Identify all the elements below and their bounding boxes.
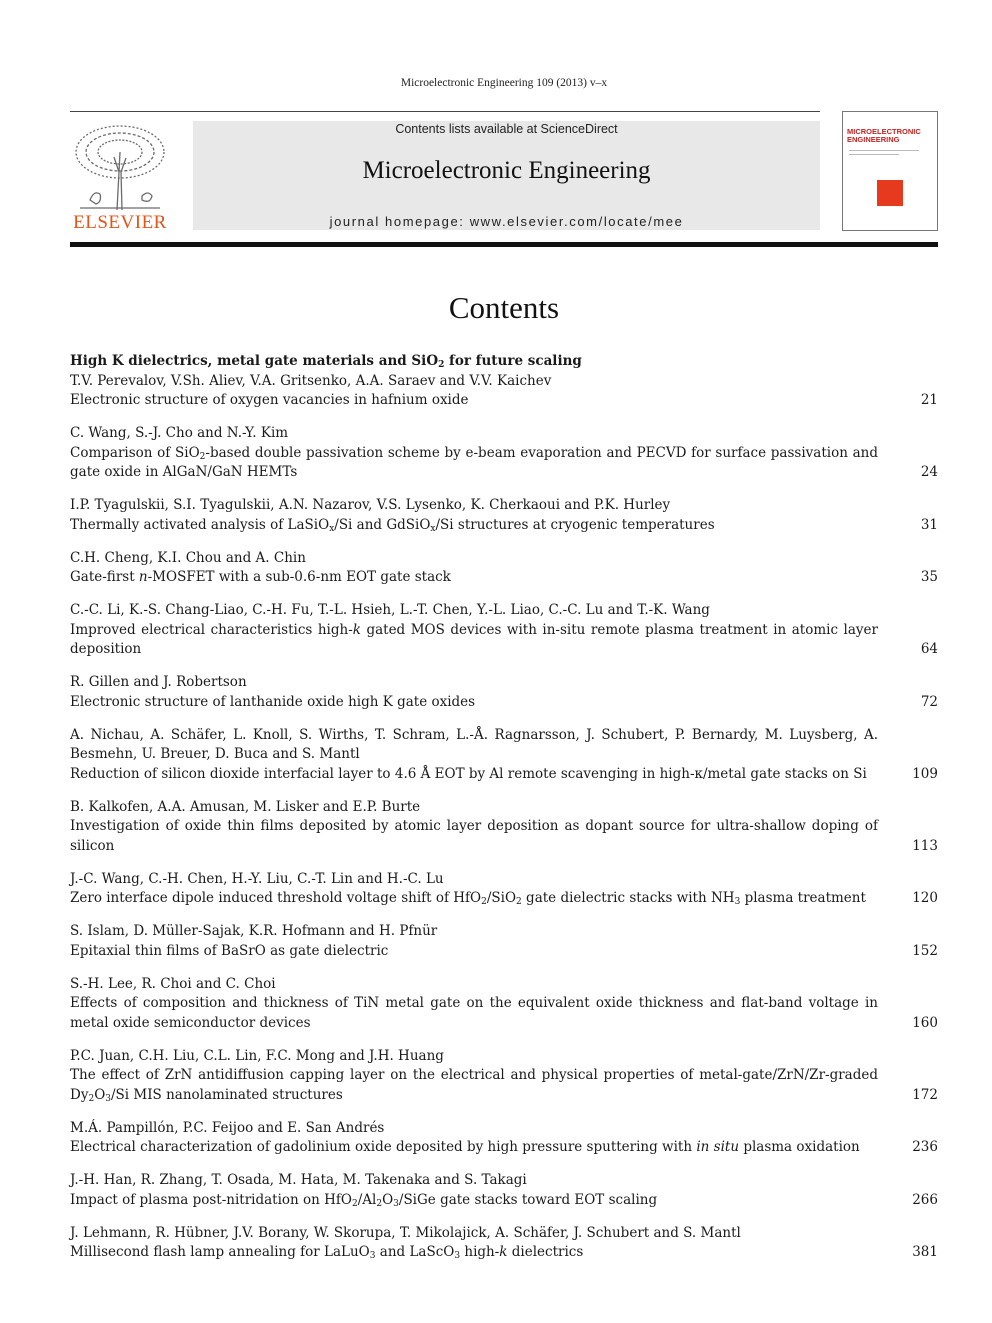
entry-title[interactable]: Electrical characterization of gadolinium oxide deposited by high pressure sputtering with in situ plasma oxidation [70, 1139, 860, 1155]
entry-authors: A. Nichau, A. Schäfer, L. Knoll, S. Wirths, T. Schram, L.-Å. Ragnarsson, J. Schubert, P. Bernardy, M. Luysberg, A. Besmehn, U. Breuer, D. Buca and S. Mantl [70, 726, 878, 762]
entry-authors: J.-C. Wang, C.-H. Chen, H.-Y. Liu, C.-T. Lin and H.-C. Lu [70, 870, 444, 887]
entry-title[interactable]: Reduction of silicon dioxide interfacial layer to 4.6 Å EOT by Al remote scavenging in high-κ/metal gate stacks on Si [70, 765, 867, 782]
table-of-contents [70, 352, 938, 1276]
entry-page: 120 [912, 890, 938, 906]
toc-entry[interactable] [70, 549, 938, 588]
entry-page: 24 [920, 464, 938, 480]
journal-banner [193, 121, 820, 230]
entry-authors: J.-H. Han, R. Zhang, T. Osada, M. Hata, M. Takenaka and S. Takagi [70, 1172, 527, 1188]
entry-page: 381 [912, 1244, 938, 1260]
entry-authors: P.C. Juan, C.H. Liu, C.L. Lin, F.C. Mong and J.H. Huang [70, 1047, 444, 1064]
entry-title[interactable]: Electronic structure of lanthanide oxide high K gate oxides [70, 693, 476, 710]
entry-title[interactable]: Comparison of SiO$_2$-based double passivation scheme by e-beam evaporation and PECVD for surface passivation and gate oxide in AlGaN/GaN HEMTs [70, 444, 878, 480]
entry-title[interactable]: Millisecond flash lamp annealing for LaLuO$_3$ and LaScO$_3$ high-k dielectrics [70, 1244, 584, 1261]
entry-page: 72 [920, 693, 938, 710]
header-bottom-rule [70, 242, 938, 247]
cover-rule [849, 154, 899, 155]
entry-title[interactable]: Improved electrical characteristics high-k gated MOS devices with in-situ remote plasma treatment in atomic layer deposition [70, 621, 878, 657]
entry-authors: B. Kalkofen, A.A. Amusan, M. Lisker and E.P. Burte [70, 798, 421, 815]
toc-entry[interactable] [70, 496, 938, 535]
entry-authors: T.V. Perevalov, V.Sh. Aliev, V.A. Gritsenko, A.A. Saraev and V.V. Kaichev [70, 372, 552, 389]
toc-entry[interactable] [70, 1119, 938, 1158]
entry-authors: C.H. Cheng, K.I. Chou and A. Chin [70, 549, 306, 566]
journal-citation: Microelectronic Engineering 109 (2013) v–x [400, 77, 608, 89]
toc-entry[interactable] [70, 1047, 938, 1106]
entry-authors: J. Lehmann, R. Hübner, J.V. Borany, W. Skorupa, T. Mikolajick, A. Schäfer, J. Schubert and S. Mantl [70, 1224, 741, 1241]
entry-authors: C.-C. Li, K.-S. Chang-Liao, C.-H. Fu, T.-L. Hsieh, L.-T. Chen, Y.-L. Liao, C.-C. Lu and T.-K. Wang [70, 602, 710, 618]
page-title: Contents [448, 290, 560, 325]
entry-title[interactable]: Epitaxial thin films of BaSrO as gate dielectric [70, 942, 389, 959]
journal-title: Microelectronic Engineering [362, 157, 651, 184]
sciencedirect-link[interactable]: Contents lists available at ScienceDirect [395, 122, 618, 136]
header-top-rule [70, 111, 820, 112]
entry-authors: C. Wang, S.-J. Cho and N.-Y. Kim [70, 425, 289, 441]
toc-entry[interactable] [70, 424, 938, 483]
entry-title[interactable]: Effects of composition and thickness of TiN metal gate on the equivalent oxide thickness and flat-band voltage in metal oxide semiconductor devices [70, 995, 878, 1031]
toc-entry[interactable] [70, 726, 938, 785]
entry-title[interactable]: Electronic structure of oxygen vacancies in hafnium oxide [70, 392, 469, 408]
entry-authors: I.P. Tyagulskii, S.I. Tyagulskii, A.N. Nazarov, V.S. Lysenko, K. Cherkaoui and P.K. Hurley [70, 497, 671, 513]
entry-page: 236 [912, 1139, 938, 1155]
toc-entry[interactable] [70, 870, 938, 909]
entry-title[interactable]: Impact of plasma post-nitridation on $HfO_2/Al_2O_3$/SiGe gate stacks toward EOT scaling [70, 1191, 658, 1209]
entry-page: 35 [920, 569, 938, 585]
journal-homepage-link[interactable]: journal homepage: www.elsevier.com/locate/mee [329, 214, 684, 229]
entry-page: 160 [912, 1014, 938, 1031]
entry-page: 64 [920, 641, 938, 657]
entry-title[interactable]: Thermally activated analysis of LaSiO$_x$/Si and GdSiO$_x$/Si structures at cryogenic temperatures [70, 516, 715, 534]
toc-entry[interactable] [70, 798, 938, 857]
entry-page: 21 [920, 392, 938, 408]
toc-entry[interactable] [70, 975, 938, 1034]
entry-authors: R. Gillen and J. Robertson [70, 674, 247, 690]
section-heading: High K dielectrics, metal gate materials and SiO$_2$ for future scaling [70, 353, 582, 370]
entry-title[interactable]: The effect of ZrN antidiffusion capping layer on the electrical and physical properties of metal-gate/ZrN/Zr-graded $Dy_2O_3/Si$ MIS nanolaminated structures [70, 1067, 878, 1104]
toc-entry[interactable] [70, 1171, 938, 1210]
entry-title[interactable]: Zero interface dipole induced threshold voltage shift of HfO$_2$/SiO$_2$ gate dielectric stacks with $NH_3$ plasma treatment [70, 890, 866, 907]
entry-authors: S.-H. Lee, R. Choi and C. Choi [70, 975, 276, 992]
entry-page: 266 [912, 1191, 938, 1208]
entry-page: 109 [912, 765, 938, 782]
entry-title[interactable]: Investigation of oxide thin films deposited by atomic layer deposition as dopant source for ultra-shallow doping of silicon [70, 818, 878, 854]
cover-red-square [877, 180, 903, 206]
entry-page: 152 [912, 942, 938, 959]
toc-entry[interactable] [70, 922, 938, 961]
entry-authors: S. Islam, D. Müller-Sajak, K.R. Hofmann and H. Pfnür [70, 923, 438, 939]
entry-authors: M.Á. Pampillón, P.C. Feijoo and E. San Andrés [70, 1119, 385, 1136]
toc-entry[interactable] [70, 601, 938, 660]
elsevier-wordmark: ELSEVIER [73, 212, 167, 233]
cover-rule [849, 150, 919, 151]
entry-page: 172 [912, 1086, 938, 1103]
entry-page: 31 [920, 516, 938, 533]
toc-entry[interactable] [70, 1224, 938, 1263]
entry-page: 113 [912, 837, 938, 854]
toc-entry[interactable] [70, 372, 938, 411]
journal-cover-thumbnail [842, 111, 938, 231]
entry-title[interactable]: Gate-first n-MOSFET with a sub-0.6-nm EOT gate stack [70, 569, 451, 585]
cover-title: MICROELECTRONIC ENGINEERING [847, 127, 921, 144]
toc-entry[interactable] [70, 673, 938, 712]
